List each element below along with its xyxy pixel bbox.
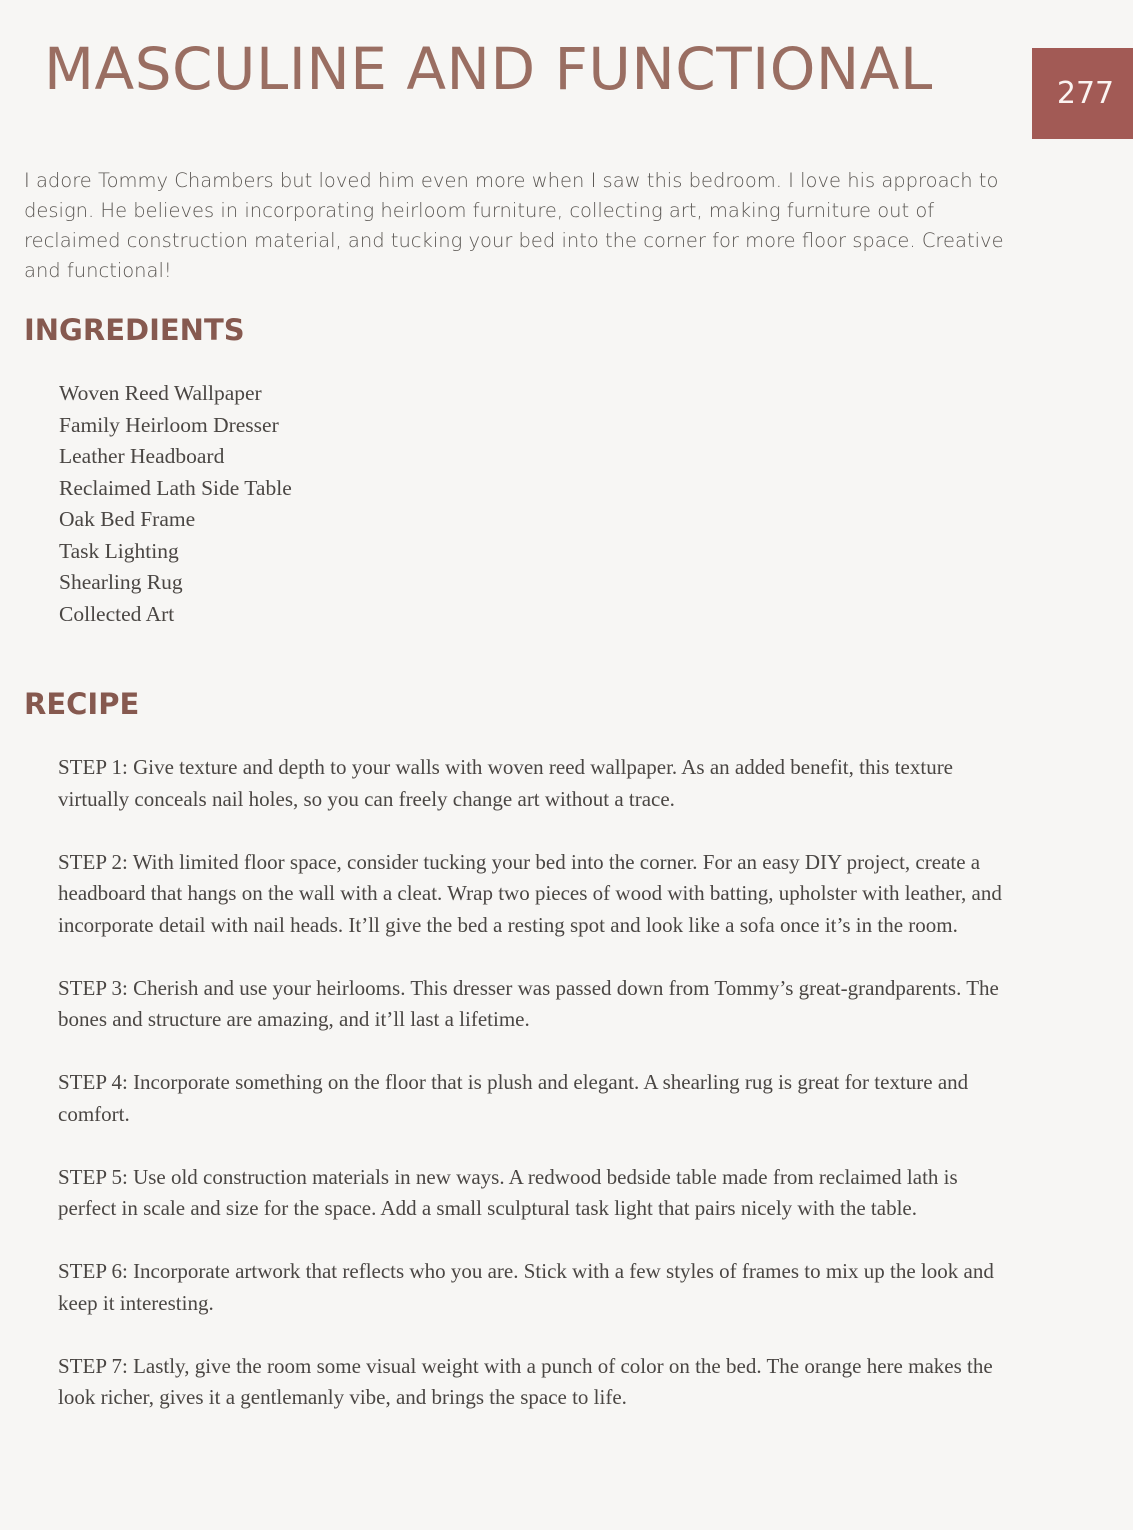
recipe-step: STEP 6: Incorporate artwork that reflects who you are. Stick with a few styles of frames to mix up the look and keep it interesting. [58,1259,994,1315]
ingredients-heading: INGREDIENTS [24,313,245,347]
list-item: Task Lighting [59,538,179,563]
list-item: Collected Art [59,601,175,626]
recipe-step: STEP 4: Incorporate something on the floor that is plush and elegant. A shearling rug is great for texture and comfort. [58,1070,969,1126]
recipe-steps [58,752,1013,1445]
recipe-heading: RECIPE [24,687,140,721]
recipe-step: STEP 2: With limited floor space, consider tucking your bed into the corner. For an easy DIY project, create a headboard that hangs on the wall with a cleat. Wrap two pieces of wood with batting, upholster with leather, and incorporate detail with nail heads. It’ll give the bed a resting spot and look like a sofa once it’s in the room. [58,849,1002,937]
list-item: Woven Reed Wallpaper [59,381,262,405]
list-item: Leather Headboard [59,444,225,468]
list-item: Shearling Rug [59,570,183,594]
intro-paragraph: I adore Tommy Chambers but loved him even more when I saw this bedroom. I love his approach to design. He believes in incorporating heirloom furniture, collecting art, making furniture out of reclaimed construction material, and tucking your bed into the corner for more floor space. Creative and functional! [24,169,1004,282]
recipe-step: STEP 5: Use old construction materials in new ways. A redwood bedside table made from reclaimed lath is perfect in scale and size for the space. Add a small sculptural task light that pairs nicely with the table. [58,1164,958,1220]
page-title: MASCULINE AND FUNCTIONAL [44,35,933,103]
page-number-badge: 277 [1032,48,1133,139]
list-item: Oak Bed Frame [59,507,196,531]
recipe-step: STEP 3: Cherish and use your heirlooms. This dresser was passed down from Tommy’s great-grandparents. The bones and structure are amazing, and it’ll last a lifetime. [58,975,999,1031]
list-item: Family Heirloom Dresser [59,412,279,437]
recipe-step: STEP 7: Lastly, give the room some visual weight with a punch of color on the bed. The orange here makes the look richer, gives it a gentlemanly vibe, and brings the space to life. [58,1353,993,1409]
recipe-step: STEP 1: Give texture and depth to your walls with woven reed wallpaper. As an added benefit, this texture virtually conceals nail holes, so you can freely change art without a trace. [58,755,954,811]
list-item: Reclaimed Lath Side Table [59,475,292,500]
ingredients-list [59,378,292,630]
